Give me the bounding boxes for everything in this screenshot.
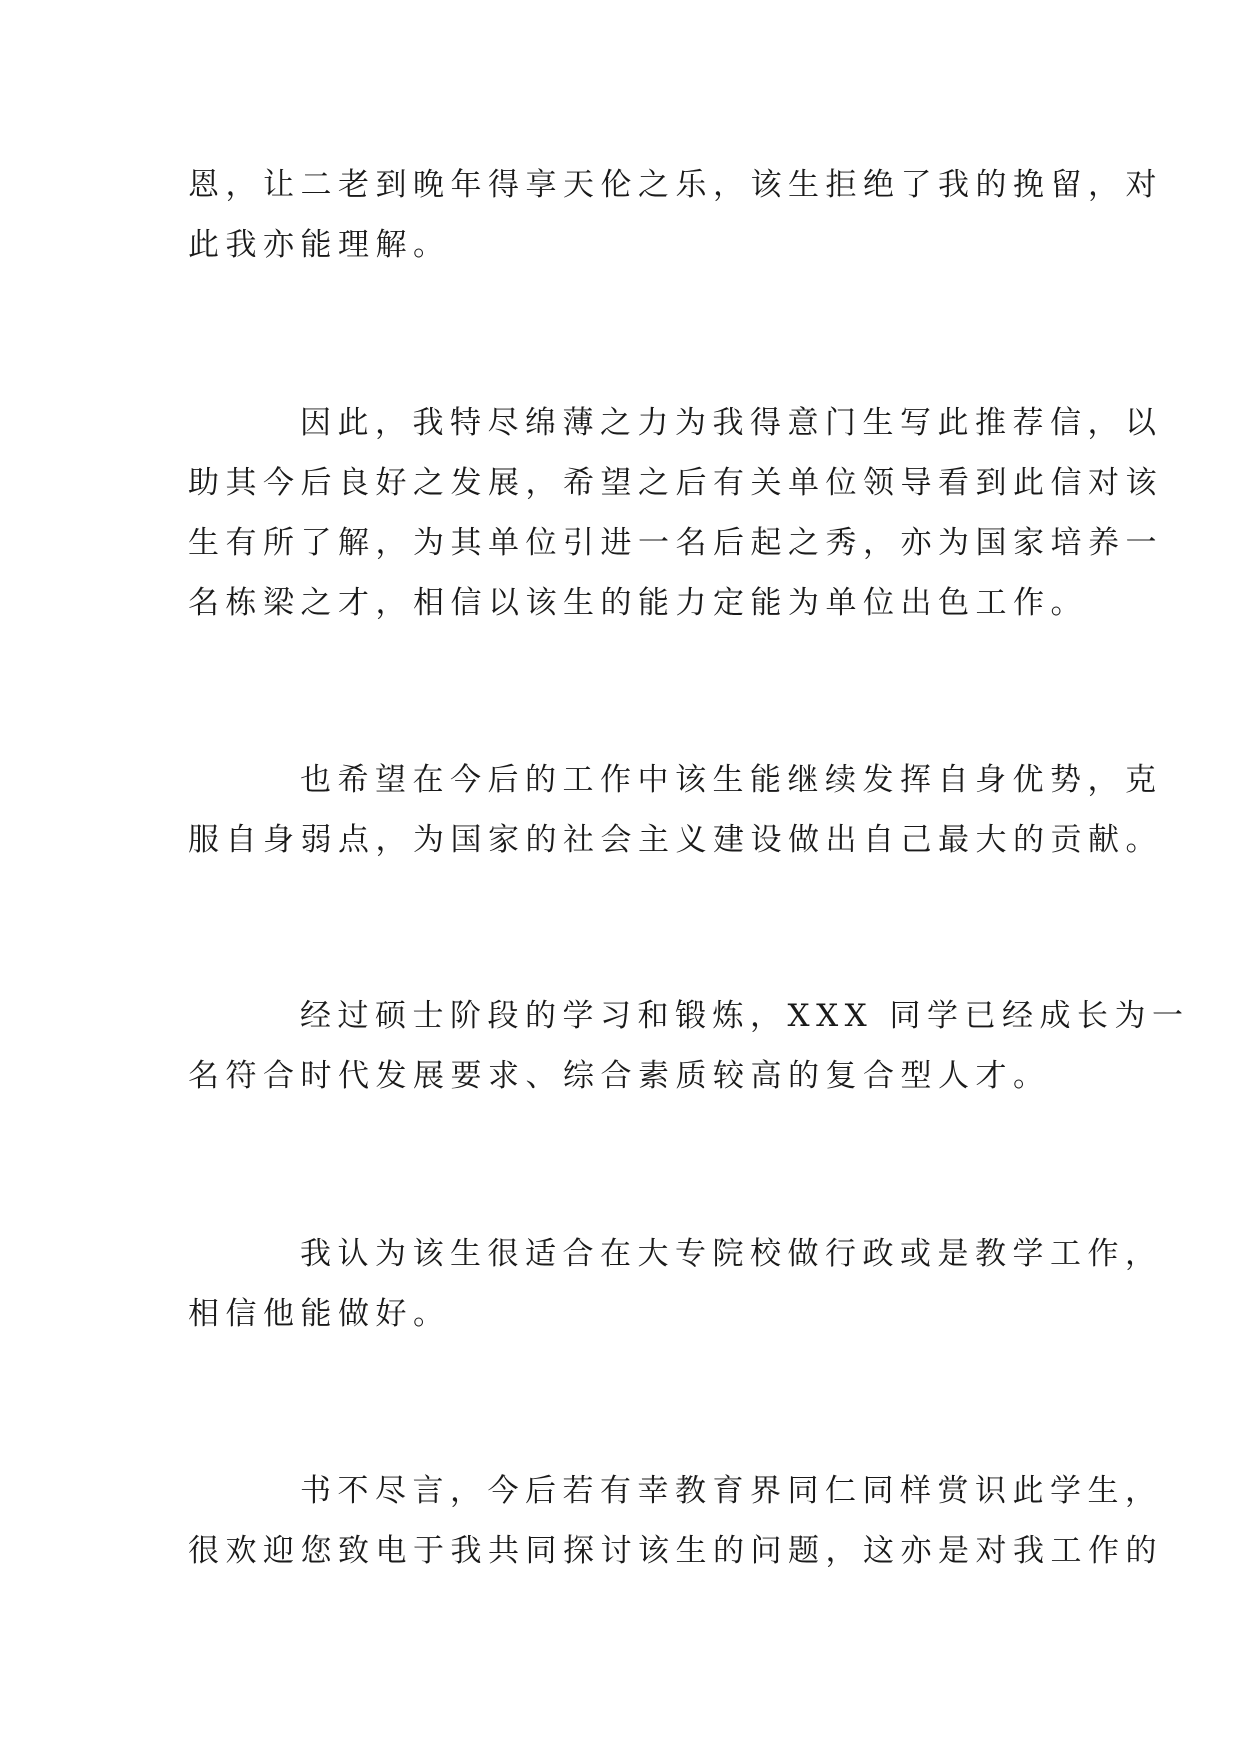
paragraph-6-line-2: 很欢迎您致电于我共同探讨该生的问题，这亦是对我工作的 [188, 1533, 1163, 1569]
paragraph-5-line-2: 相信他能做好。 [188, 1296, 451, 1332]
paragraph-3-line-2: 服自身弱点，为国家的社会主义建设做出自己最大的贡献。 [188, 822, 1163, 858]
paragraph-4-line-1: 经过硕士阶段的学习和锻炼，XXX 同学已经成长为一 [300, 998, 1190, 1034]
paragraph-2-line-4: 名栋梁之才，相信以该生的能力定能为单位出色工作。 [188, 585, 1088, 621]
paragraph-5-line-1: 我认为该生很适合在大专院校做行政或是教学工作， [300, 1236, 1163, 1272]
paragraph-2-line-1: 因此，我特尽绵薄之力为我得意门生写此推荐信，以 [300, 405, 1163, 441]
paragraph-6-line-1: 书不尽言，今后若有幸教育界同仁同样赏识此学生， [300, 1473, 1163, 1509]
paragraph-1-line-1: 恩，让二老到晚年得享天伦之乐，该生拒绝了我的挽留，对 [188, 167, 1163, 203]
paragraph-1-line-2: 此我亦能理解。 [188, 227, 451, 263]
paragraph-4-line-2: 名符合时代发展要求、综合素质较高的复合型人才。 [188, 1058, 1051, 1094]
paragraph-2-line-2: 助其今后良好之发展，希望之后有关单位领导看到此信对该 [188, 465, 1163, 501]
paragraph-2-line-3: 生有所了解，为其单位引进一名后起之秀，亦为国家培养一 [188, 525, 1163, 561]
paragraph-3-line-1: 也希望在今后的工作中该生能继续发挥自身优势，克 [300, 762, 1163, 798]
